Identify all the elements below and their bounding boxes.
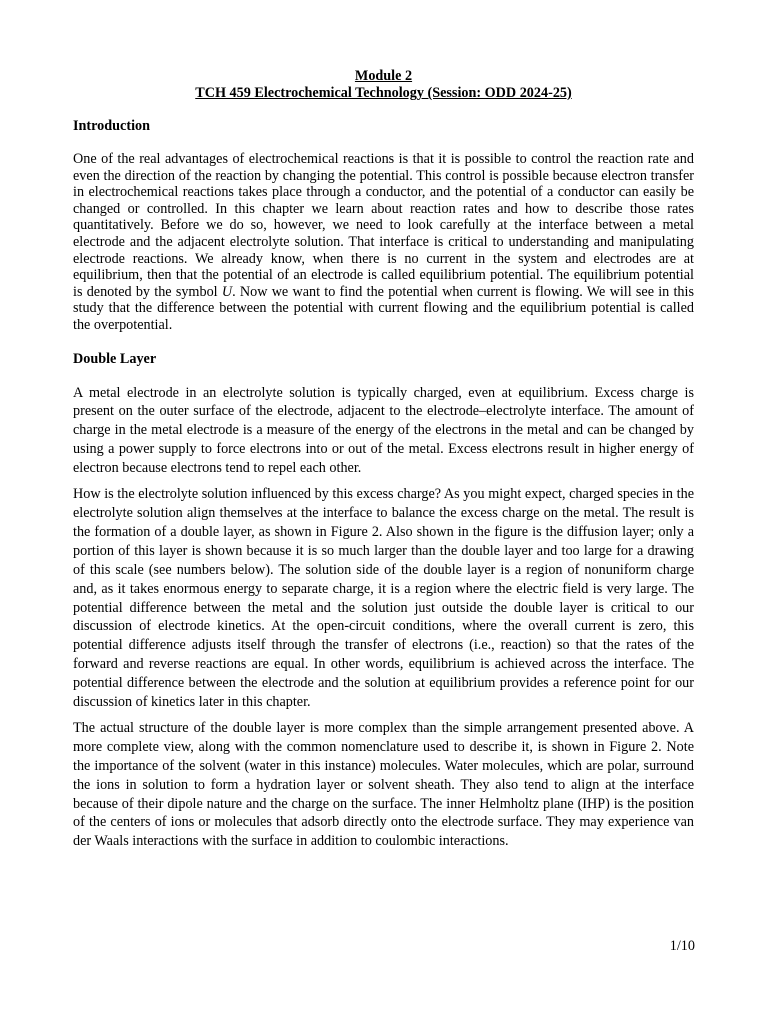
intro-text-after-symbol: . Now we want to find the potential when current is flowing. We will see in this study that the difference between the potential with current flowing and the equilibrium potential is called the overpotential. (73, 283, 694, 333)
equilibrium-potential-symbol: U (221, 283, 233, 300)
intro-text-before-symbol: One of the real advantages of electrochemical reactions is that it is possible to control the reaction rate and even the direction of the reaction by changing the potential. This control is possible because electron transfer in electrochemical reactions takes place through a conductor, and the potential of a conductor can easily be changed or controlled. In this chapter we learn about reaction rates and how to describe those rates quantitatively. Before we do so, however, we need to look carefully at the interface between a metal electrode and the adjacent electrolyte solution. That interface is critical to understanding and manipulating electrode reactions. We already know, when there is no current in the system and electrodes are at equilibrium, then that the potential of an electrode is called equilibrium potential. The equilibrium potential is denoted by the symbol (73, 151, 694, 300)
title-block (73, 68, 694, 102)
section-heading-introduction: Introduction (73, 118, 150, 134)
section-heading-double-layer: Double Layer (73, 350, 157, 367)
double-layer-paragraph-3: The actual structure of the double layer is more complex than the simple arrangement presented above. A more complete view, along with the common nomenclature used to describe it, is shown in Figure 2. Note the importance of the solvent (water in this instance) molecules. Water molecules, which are polar, surround the ions in solution to form a hydration layer or solvent sheath. They also tend to align at the interface because of their dipole nature and the charge on the surface. The inner Helmholtz plane (IHP) is the position of the centers of ions or molecules that adsorb directly onto the electrode surface. They may experience van der Waals interactions with the surface in addition to coulombic interactions. (73, 719, 694, 850)
course-title: TCH 459 Electrochemical Technology (Session: ODD 2024-25) (195, 85, 572, 101)
module-title: Module 2 (354, 68, 413, 84)
double-layer-paragraph-1: A metal electrode in an electrolyte solution is typically charged, even at equilibrium. Excess charge is present on the outer surface of the electrode, adjacent to the electrode–electrolyte interface. The amount of charge in the metal electrode is a measure of the energy of the electrons in the metal and can be changed by using a power supply to force electrons into or out of the metal. Excess electrons result in higher energy of electron because electrons tend to repel each other. (73, 384, 694, 477)
document-page (73, 68, 694, 851)
introduction-paragraph (73, 151, 694, 334)
double-layer-paragraph-2: How is the electrolyte solution influenced by this excess charge? As you might expect, charged species in the electrolyte solution align themselves at the interface to balance the excess charge on the metal. The result is the formation of a double layer, as shown in Figure 2. Also shown in the figure is the diffusion layer; only a portion of this layer is shown because it is so much larger than the double layer and too large for a drawing of this scale (see numbers below). The solution side of the double layer is a region of nonuniform charge and, as it takes enormous energy to separate charge, it is a region where the electric field is very large. The potential difference between the metal and the solution just outside the double layer is critical to our discussion of electrode kinetics. At the open-circuit conditions, where the overall current is zero, this potential difference adjusts itself through the transfer of electrons (i.e., reaction) so that the rates of the forward and reverse reactions are equal. In other words, equilibrium is achieved across the interface. The potential difference between the electrode and the solution at equilibrium provides a reference point for our discussion of kinetics later in this chapter. (73, 486, 694, 711)
page-number: 1/10 (669, 938, 695, 954)
